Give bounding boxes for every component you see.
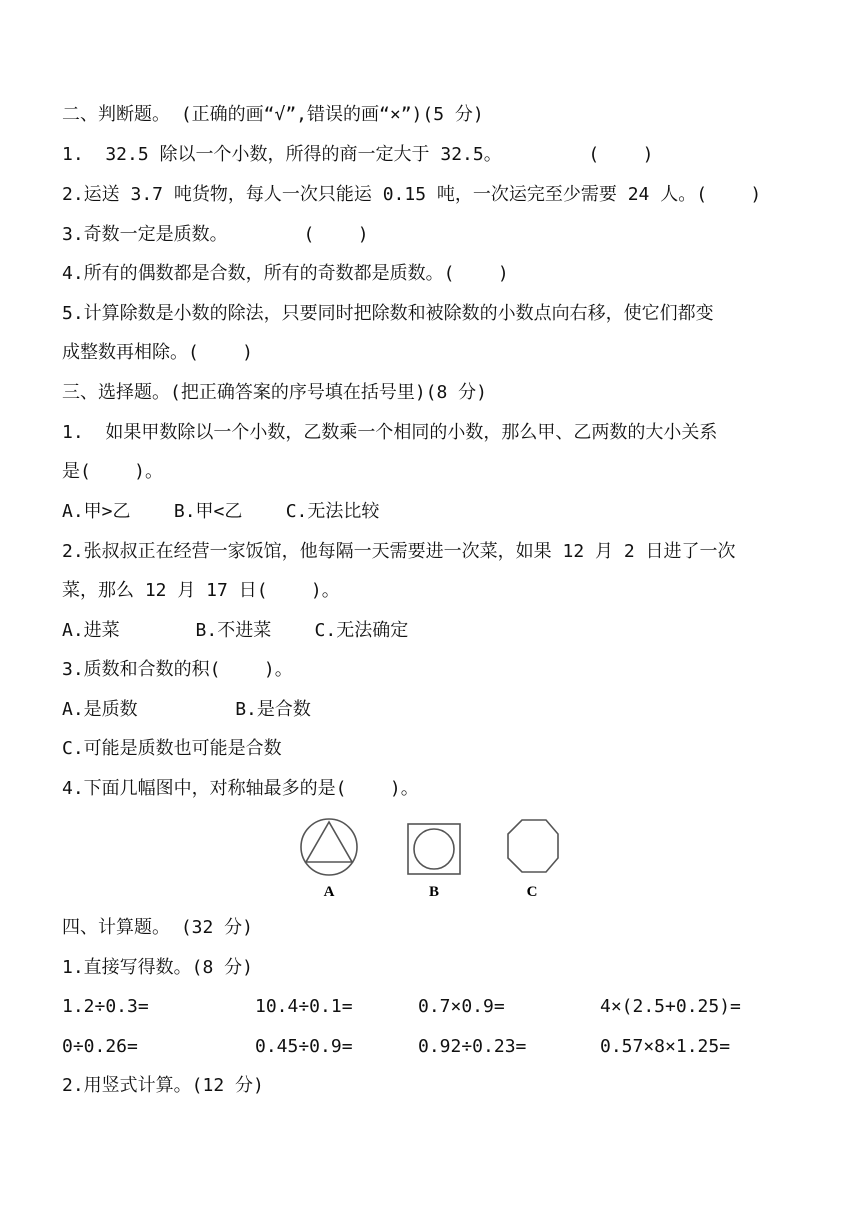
calc-row1-item3: 0.7×0.9= (418, 996, 505, 1017)
question-2-4: 4.所有的偶数都是合数，所有的奇数都是质数。( ) (62, 263, 509, 284)
question-2-5-line1: 5.计算除数是小数的除法，只要同时把除数和被除数的小数点向右移，使它们都变 (62, 303, 714, 324)
symmetry-figures (296, 816, 566, 900)
question-2-3: 3.奇数一定是质数。 ( ) (62, 224, 369, 245)
figure-label-a: A (323, 884, 335, 900)
figure-label-b: B (428, 884, 440, 900)
section2-heading: 二、判断题。 (正确的画“√”,错误的画“×”)(5 分) (62, 104, 484, 125)
section4-heading: 四、计算题。 (32 分) (62, 917, 254, 938)
calc-row1-item2: 10.4÷0.1= (255, 996, 353, 1017)
figure-a-circle-triangle (301, 819, 357, 875)
question-2-1: 1. 32.5 除以一个小数，所得的商一定大于 32.5。 ( ) (62, 144, 654, 165)
calc-row1-item4: 4×(2.5+0.25)= (600, 996, 741, 1017)
question-3-2-line1: 2.张叔叔正在经营一家饭馆，他每隔一天需要进一次菜，如果 12 月 2 日进了一次 (62, 541, 736, 562)
calc-row2-item4: 0.57×8×1.25= (600, 1036, 731, 1057)
calc-row2-item1: 0÷0.26= (62, 1036, 138, 1057)
figure-label-c: C (526, 884, 538, 900)
question-3-1-line2: 是( )。 (62, 461, 164, 482)
question-2-2: 2.运送 3.7 吨货物，每人一次只能运 0.15 吨，一次运完至少需要 24 人。( ) (62, 184, 762, 205)
section3-heading: 三、选择题。(把正确答案的序号填在括号里)(8 分) (62, 382, 488, 403)
question-2-5-line2: 成整数再相除。( ) (62, 342, 254, 363)
figure-c-octagon (508, 820, 558, 872)
question-3-3-option-c: C.可能是质数也可能是合数 (62, 738, 282, 759)
question-3-2-line2: 菜，那么 12 月 17 日( )。 (62, 580, 340, 601)
calc-row2-item2: 0.45÷0.9= (255, 1036, 353, 1057)
calc-part1-heading: 1.直接写得数。(8 分) (62, 957, 254, 978)
question-3-2-options: A.进菜 B.不进菜 C.无法确定 (62, 620, 409, 641)
question-3-1-line1: 1. 如果甲数除以一个小数，乙数乘一个相同的小数，那么甲、乙两数的大小关系 (62, 422, 718, 443)
question-3-3: 3.质数和合数的积( )。 (62, 659, 293, 680)
calc-row2-item3: 0.92÷0.23= (418, 1036, 527, 1057)
calc-row1-item1: 1.2÷0.3= (62, 996, 149, 1017)
calc-part2-heading: 2.用竖式计算。(12 分) (62, 1075, 264, 1096)
figure-b-square-circle (408, 824, 460, 874)
question-3-3-options: A.是质数 B.是合数 (62, 699, 311, 720)
question-3-1-options: A.甲>乙 B.甲<乙 C.无法比较 (62, 501, 380, 522)
question-3-4: 4.下面几幅图中，对称轴最多的是( )。 (62, 778, 419, 799)
